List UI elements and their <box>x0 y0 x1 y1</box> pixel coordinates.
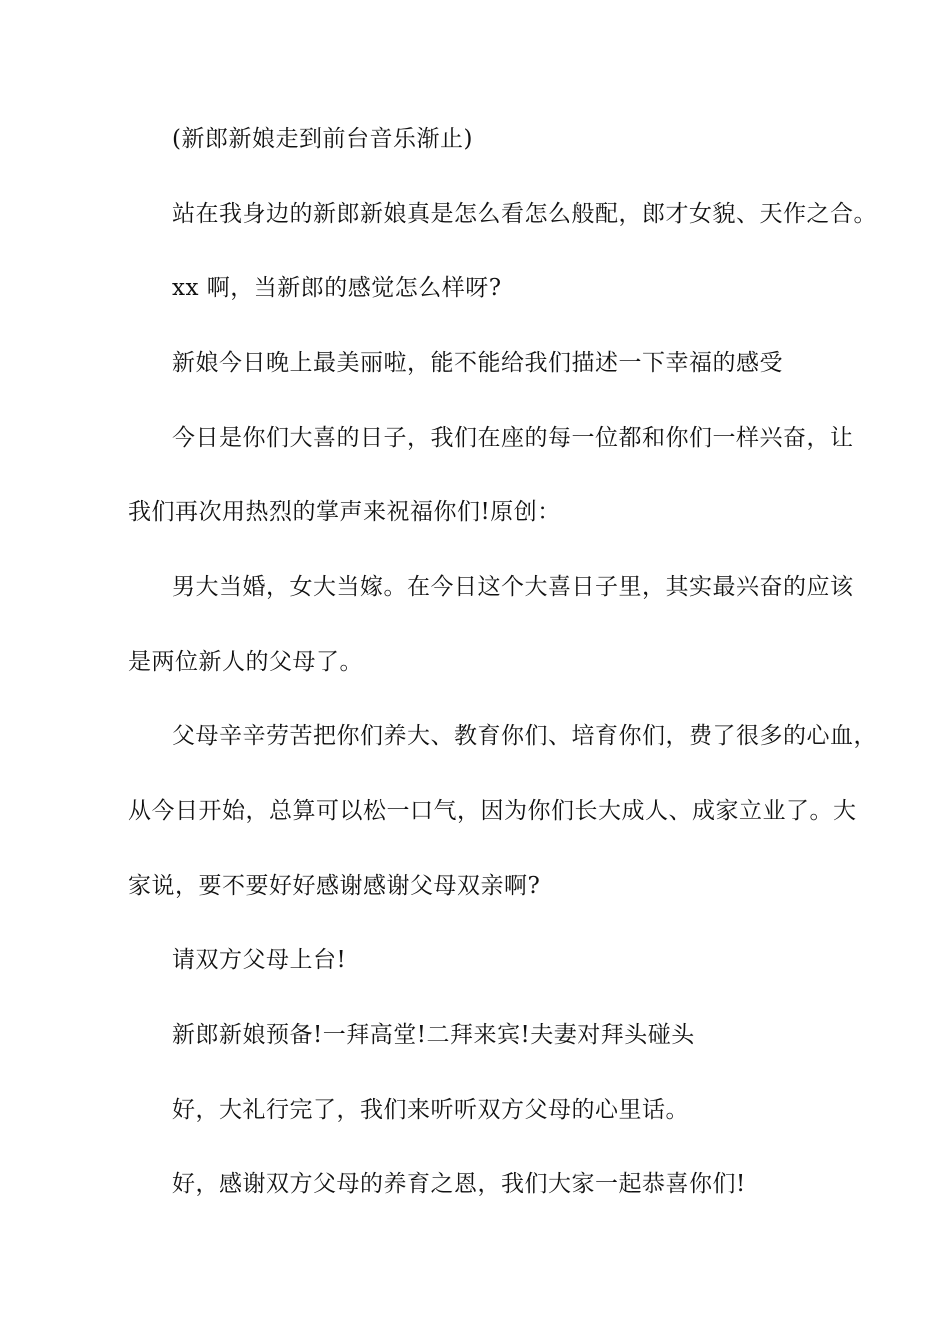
paragraph-line: 请双方父母上台! <box>172 947 347 973</box>
paragraph-line: xx 啊，当新郎的感觉怎么样呀? <box>172 275 502 301</box>
paragraph-stage-direction: (新郎新娘走到前台音乐渐止) <box>172 126 473 152</box>
paragraph-line: 家说，要不要好好感谢感谢父母双亲啊? <box>128 873 541 899</box>
paragraph-line: 新郎新娘预备!一拜高堂!二拜来宾!夫妻对拜头碰头 <box>172 1022 695 1048</box>
paragraph-line: 父母辛辛劳苦把你们养大、教育你们、培育你们，费了很多的心血， <box>172 723 877 749</box>
paragraph-line: 从今日开始，总算可以松一口气，因为你们长大成人、成家立业了。大 <box>128 798 857 824</box>
paragraph-line: 我们再次用热烈的掌声来祝福你们!原创： <box>128 499 561 525</box>
paragraph-line: 是两位新人的父母了。 <box>128 649 363 675</box>
paragraph-line: 站在我身边的新郎新娘真是怎么看怎么般配，郎才女貌、天作之合。 <box>172 201 877 227</box>
paragraph-line: 今日是你们大喜的日子，我们在座的每一位都和你们一样兴奋，让 <box>172 425 854 451</box>
paragraph-line: 男大当婚，女大当嫁。在今日这个大喜日子里，其实最兴奋的应该 <box>172 574 854 600</box>
paragraph-line: 好，感谢双方父母的养育之恩，我们大家一起恭喜你们! <box>172 1171 746 1197</box>
paragraph-line: 好，大礼行完了，我们来听听双方父母的心里话。 <box>172 1097 689 1123</box>
paragraph-line: 新娘今日晚上最美丽啦，能不能给我们描述一下幸福的感受 <box>172 350 783 376</box>
